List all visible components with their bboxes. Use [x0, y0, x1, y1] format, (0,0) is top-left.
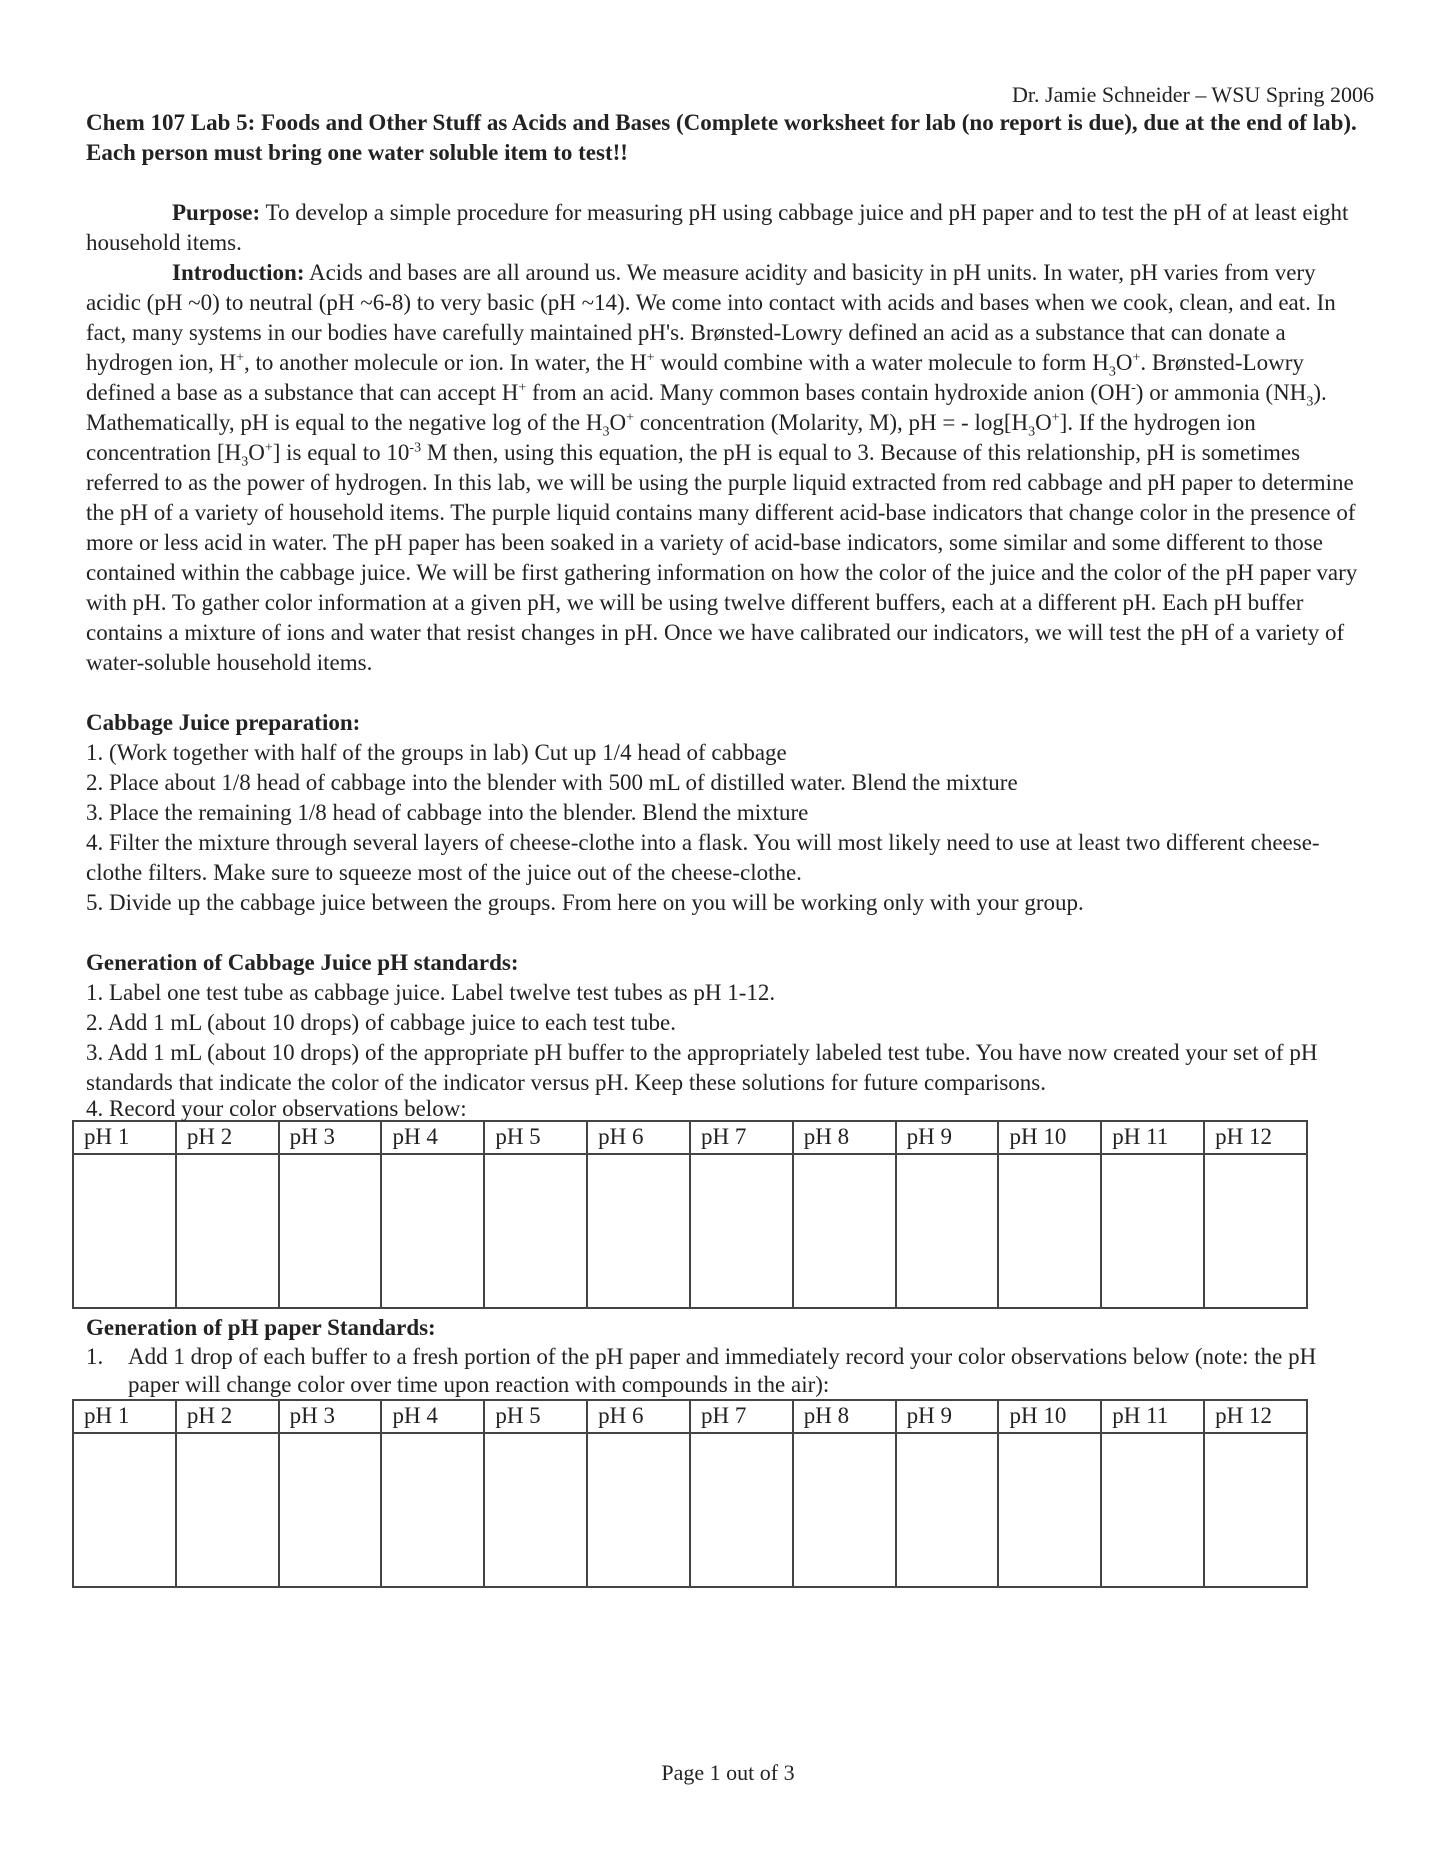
cabbage-prep-heading: Cabbage Juice preparation:: [86, 710, 361, 735]
observation-cell[interactable]: [279, 1154, 382, 1308]
observation-cell[interactable]: [1204, 1433, 1307, 1587]
introduction-label: Introduction:: [172, 260, 305, 285]
lab-title: Chem 107 Lab 5: Foods and Other Stuff as Acids and Bases (Complete worksheet for lab (no report is due), due at the end of lab). Each person must bring one water soluble item to test!!: [86, 110, 1357, 165]
table-row: [73, 1433, 1307, 1587]
observation-cell[interactable]: [690, 1154, 793, 1308]
list-item: 3. Add 1 mL (about 10 drops) of the appropriate pH buffer to the appropriately labeled test tube. You have now created your set of pH standards that indicate the color of the indicator versus pH. Keep these solutions for future comparisons.: [86, 1040, 1318, 1095]
observation-cell[interactable]: [896, 1433, 999, 1587]
observation-cell[interactable]: [587, 1154, 690, 1308]
observation-cell[interactable]: [793, 1154, 896, 1308]
table-header-cell: pH 3: [279, 1400, 382, 1433]
observation-cell[interactable]: [73, 1433, 176, 1587]
author-line: Dr. Jamie Schneider – WSU Spring 2006: [1012, 82, 1374, 107]
table-header-cell: pH 5: [484, 1121, 587, 1154]
observation-cell[interactable]: [793, 1433, 896, 1587]
list-item: 4. Filter the mixture through several layers of cheese-clothe into a flask. You will most likely need to use at least two different cheese-clothe filters. Make sure to squeeze most of the juice out of the cheese-clothe.: [86, 830, 1320, 885]
observation-cell[interactable]: [1101, 1154, 1204, 1308]
observation-cell[interactable]: [176, 1433, 279, 1587]
observation-cell[interactable]: [998, 1154, 1101, 1308]
observation-cell[interactable]: [484, 1433, 587, 1587]
table-row: [73, 1154, 1307, 1308]
list-item: 2. Add 1 mL (about 10 drops) of cabbage juice to each test tube.: [86, 1010, 676, 1035]
observation-cell[interactable]: [690, 1433, 793, 1587]
introduction-paragraph: Introduction: Acids and bases are all around us. We measure acidity and basicity in pH units. In water, pH varies from very acidic (pH ~0) to neutral (pH ~6-8) to very basic (pH ~14). We come into contact with acids and bases when we cook, clean, and eat. In fact, many systems in our bodies have carefully maintained pH's. Brønsted-Lowry defined an acid as a substance that can donate a hydrogen ion, H+, to another molecule or ion. In water, the H+ would combine with a water molecule to form $H_3O^+$. Brønsted-Lowry defined a base as a substance that can accept H+ from an acid. Many common bases contain hydroxide anion (OH-) or ammonia $(NH_3)$. Mathematically, pH is equal to the negative log of the $H_3O^+$ concentration (Molarity, M), pH = - $\log[H_3O^+]$. If the hydrogen ion concentration $[H_3O^+]$ is equal to $10^{-3}$ M then, using this equation, the pH is equal to 3. Because of this relationship, pH is sometimes referred to as the power of hydrogen. In this lab, we will be using the purple liquid extracted from red cabbage and pH paper to determine the pH of a variety of household items. The purple liquid contains many different acid-base indicators that change color in the presence of more or less acid in water. The pH paper has been soaked in a variety of acid-base indicators, some similar and some different to those contained within the cabbage juice. We will be first gathering information on how the color of the juice and the color of the pH paper vary with pH. To gather color information at a given pH, we will be using twelve different buffers, each at a different pH. Each pH buffer contains a mixture of ions and water that resist changes in pH. Once we have calibrated our indicators, we will test the pH of a variety of water-soluble household items.: [86, 260, 1358, 675]
paper-standards-heading: Generation of pH paper Standards:: [86, 1315, 436, 1340]
observation-cell[interactable]: [381, 1154, 484, 1308]
table-header-cell: pH 1: [73, 1400, 176, 1433]
table-header-cell: pH 4: [381, 1121, 484, 1154]
table-header-cell: pH 10: [998, 1400, 1101, 1433]
table-header-cell: pH 7: [690, 1121, 793, 1154]
table-header-cell: pH 2: [176, 1400, 279, 1433]
table-header-cell: pH 9: [896, 1121, 999, 1154]
page-number: Page 1 out of 3: [661, 1760, 795, 1785]
table-header-cell: pH 4: [381, 1400, 484, 1433]
table-header-cell: pH 11: [1101, 1121, 1204, 1154]
table-header-cell: pH 12: [1204, 1400, 1307, 1433]
observation-cell[interactable]: [998, 1433, 1101, 1587]
juice-standards-heading: Generation of Cabbage Juice pH standards:: [86, 950, 519, 975]
observation-cell[interactable]: [896, 1154, 999, 1308]
table-header-cell: pH 10: [998, 1121, 1101, 1154]
table-header-cell: pH 1: [73, 1121, 176, 1154]
observation-cell[interactable]: [587, 1433, 690, 1587]
table-header-cell: pH 6: [587, 1400, 690, 1433]
table-header-cell: pH 3: [279, 1121, 382, 1154]
table-header-cell: pH 8: [793, 1121, 896, 1154]
observation-cell[interactable]: [73, 1154, 176, 1308]
list-item: 1. (Work together with half of the groups in lab) Cut up 1/4 head of cabbage: [86, 740, 787, 765]
list-item: 4. Record your color observations below:: [86, 1096, 467, 1121]
observation-cell[interactable]: [484, 1154, 587, 1308]
purpose-label: Purpose:: [172, 200, 261, 225]
list-item: 5. Divide up the cabbage juice between the groups. From here on you will be working only with your group.: [86, 890, 1084, 915]
list-item: 2. Place about 1/8 head of cabbage into the blender with 500 mL of distilled water. Blend the mixture: [86, 770, 1018, 795]
list-item: 3. Place the remaining 1/8 head of cabbage into the blender. Blend the mixture: [86, 800, 809, 825]
ph-paper-color-table: [72, 1399, 1308, 1588]
table-header-cell: pH 8: [793, 1400, 896, 1433]
table-header-cell: pH 9: [896, 1400, 999, 1433]
observation-cell[interactable]: [279, 1433, 382, 1587]
table-header-cell: pH 6: [587, 1121, 690, 1154]
table-header-cell: pH 2: [176, 1121, 279, 1154]
observation-cell[interactable]: [381, 1433, 484, 1587]
table-header-cell: pH 11: [1101, 1400, 1204, 1433]
table-header-cell: pH 7: [690, 1400, 793, 1433]
purpose-text: To develop a simple procedure for measuring pH using cabbage juice and pH paper and to test the pH of at least eight household items.: [86, 200, 1349, 255]
worksheet-page: [84, 82, 1374, 1588]
observation-cell[interactable]: [1204, 1154, 1307, 1308]
observation-cell[interactable]: [176, 1154, 279, 1308]
observation-cell[interactable]: [1101, 1433, 1204, 1587]
list-item: 1. Add 1 drop of each buffer to a fresh portion of the pH paper and immediately record your color observations below (note: the pH paper will change color over time upon reaction with compounds in the air):: [86, 1344, 1317, 1397]
table-header-cell: pH 12: [1204, 1121, 1307, 1154]
purpose-paragraph: [86, 198, 1366, 258]
cabbage-juice-color-table: [72, 1120, 1308, 1309]
table-header-cell: pH 5: [484, 1400, 587, 1433]
list-item: 1. Label one test tube as cabbage juice. Label twelve test tubes as pH 1-12.: [86, 980, 776, 1005]
